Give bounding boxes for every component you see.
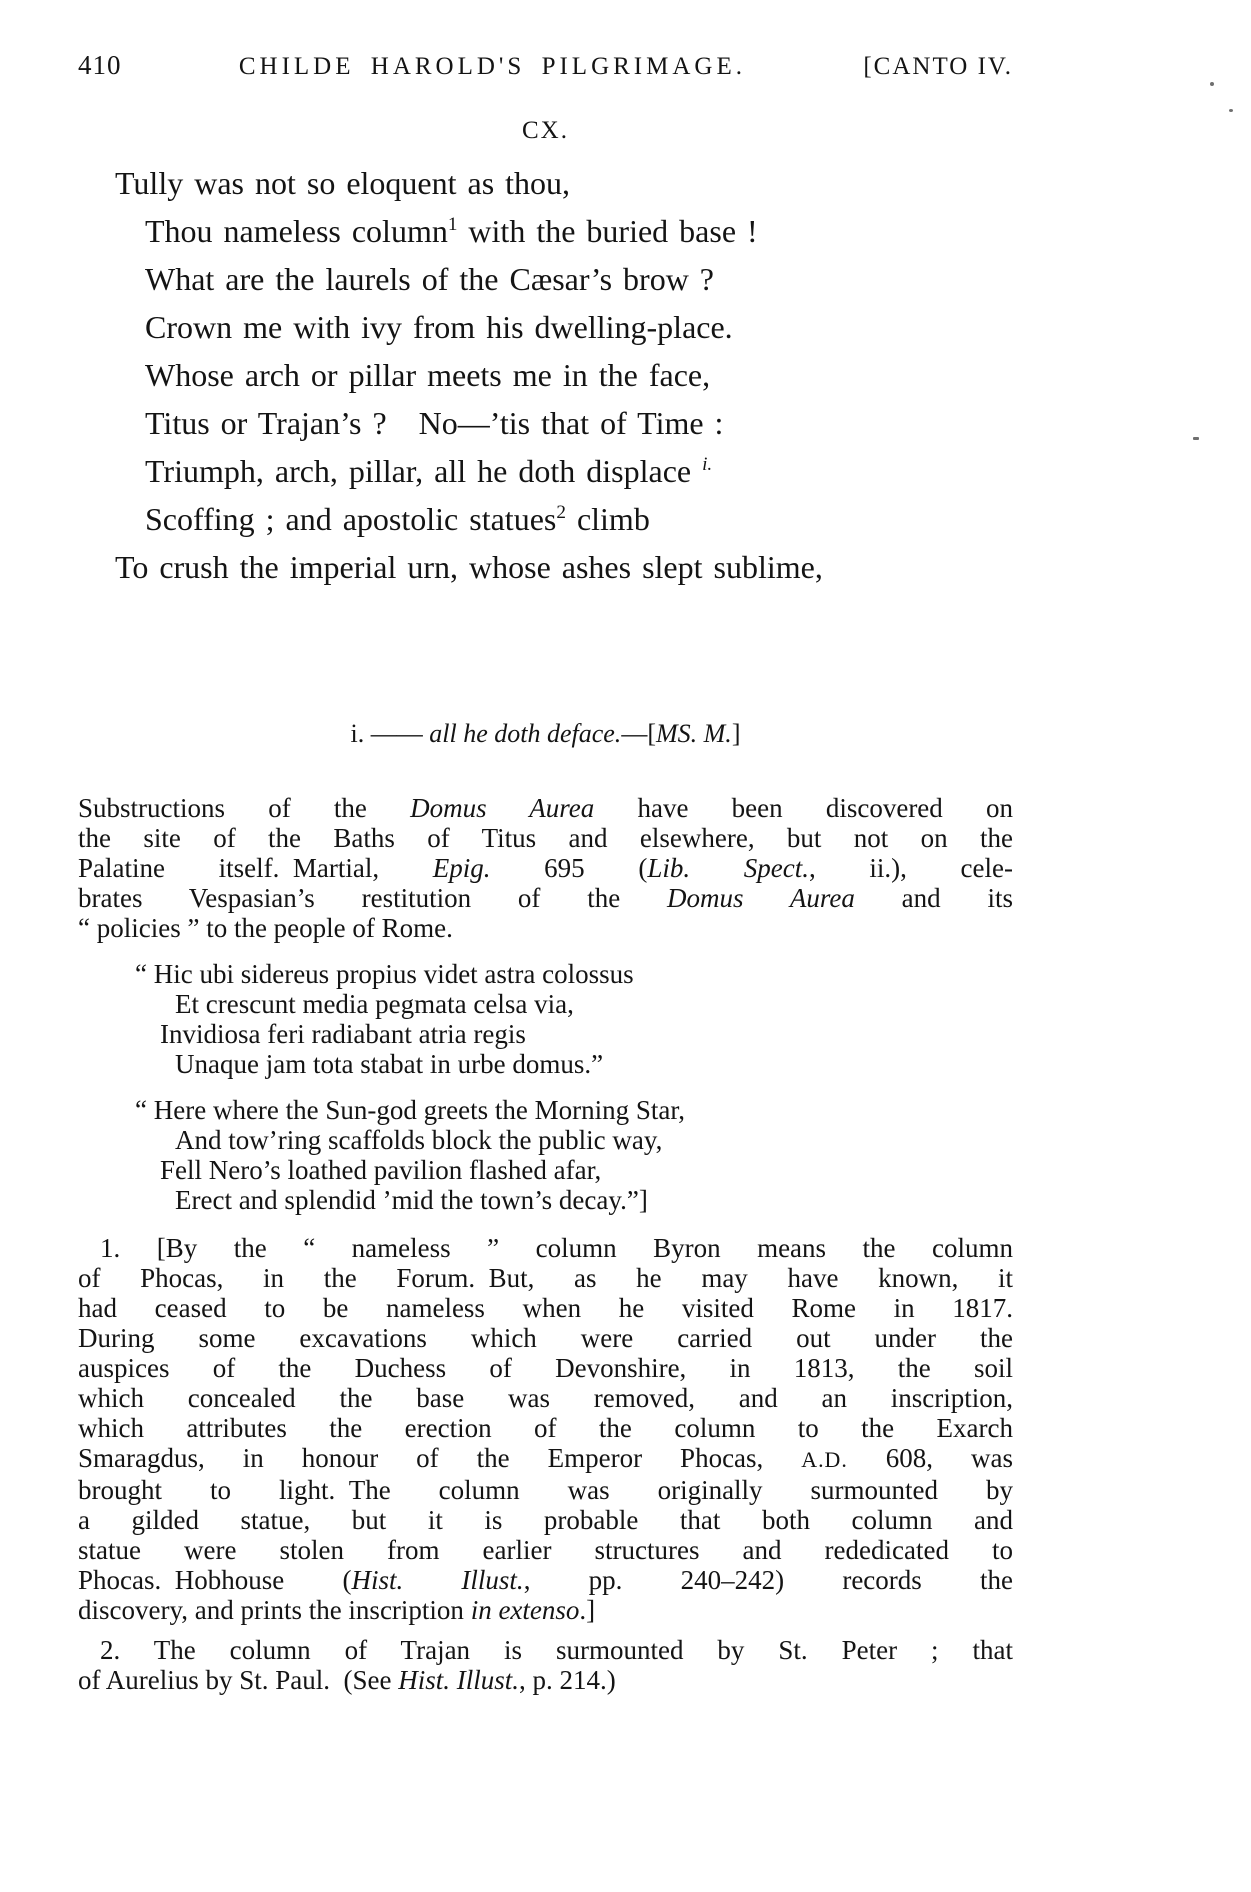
text-run: of Phocas, in the Forum. But, as he may have known, it bbox=[78, 1263, 1013, 1293]
text-run: all he doth deface. bbox=[429, 719, 622, 748]
editor-notes bbox=[78, 793, 1013, 1695]
text-line bbox=[78, 207, 1013, 255]
text-run: in extenso bbox=[470, 1595, 580, 1625]
text-line bbox=[78, 351, 1013, 399]
text-run: 1. [By the “ nameless ” column Byron means the column bbox=[100, 1233, 1013, 1263]
text-run: Lib. Spect. bbox=[647, 853, 809, 883]
text-line bbox=[78, 1155, 1013, 1185]
text-run: “ policies ” to the people of Rome. bbox=[78, 913, 453, 943]
text-run: which concealed the base was removed, and an inscription, bbox=[78, 1383, 1013, 1413]
text-line bbox=[78, 793, 1013, 823]
text-run: brates Vespasian’s restitution of the bbox=[78, 883, 668, 913]
text-run: During some excavations which were carried out under the bbox=[78, 1323, 1013, 1353]
text-line bbox=[78, 1125, 1013, 1155]
text-run: “ Here where the Sun-god greets the Morning Star, bbox=[135, 1095, 686, 1125]
text-line bbox=[78, 495, 1013, 543]
text-run: and its bbox=[854, 883, 1013, 913]
text-line bbox=[78, 447, 1013, 495]
text-run: had ceased to be nameless when he visited Rome in 1817. bbox=[78, 1293, 1013, 1323]
text-run: the site of the Baths of Titus and elsewhere, but not on the bbox=[78, 823, 1013, 853]
text-run: Erect and splendid ’mid the town’s decay.”] bbox=[175, 1185, 648, 1215]
text-line bbox=[78, 1049, 1013, 1079]
text-line bbox=[78, 303, 1013, 351]
stanza-poem bbox=[78, 159, 1013, 591]
text-line bbox=[78, 853, 1013, 883]
text-run: a gilded statue, but it is probable that both column and bbox=[78, 1505, 1013, 1535]
text-line bbox=[78, 989, 1013, 1019]
text-run: Whose arch or pillar meets me in the face, bbox=[145, 357, 711, 393]
text-run: with the buried base ! bbox=[457, 213, 758, 249]
text-line bbox=[78, 543, 1013, 591]
text-run: Phocas. Hobhouse ( bbox=[78, 1565, 352, 1595]
text-line bbox=[78, 1383, 1013, 1413]
text-line bbox=[78, 1353, 1013, 1383]
text-run: Unaque jam tota stabat in urbe domus.” bbox=[175, 1049, 604, 1079]
text-line bbox=[78, 1413, 1013, 1443]
text-line bbox=[78, 1443, 1013, 1475]
text-run: brought to light. The column was originally surmounted by bbox=[78, 1475, 1013, 1505]
text-run: Scoffing ; and apostolic statues bbox=[145, 501, 557, 537]
text-run: have been discovered on bbox=[594, 793, 1013, 823]
text-run: —[ bbox=[621, 719, 656, 748]
text-run: 1 bbox=[447, 214, 458, 235]
text-run: i. bbox=[350, 719, 371, 748]
text-line bbox=[78, 1475, 1013, 1505]
text-line bbox=[78, 159, 1013, 207]
text-line bbox=[78, 913, 1013, 943]
text-run: ] bbox=[731, 719, 741, 748]
text-run: discovery, and prints the inscription bbox=[78, 1595, 471, 1625]
text-column bbox=[78, 0, 1013, 1695]
text-line bbox=[78, 1505, 1013, 1535]
text-run: Hist. Illust. bbox=[398, 1665, 519, 1695]
text-run: .] bbox=[579, 1595, 596, 1625]
text-line bbox=[78, 1635, 1013, 1665]
text-line bbox=[78, 823, 1013, 853]
text-run: Domus Aurea bbox=[667, 883, 855, 913]
scan-speck bbox=[1210, 82, 1214, 86]
footnote-1 bbox=[78, 1233, 1013, 1625]
text-run: —— bbox=[370, 719, 430, 748]
text-line bbox=[78, 399, 1013, 447]
text-run: 2 bbox=[556, 502, 566, 523]
text-run: of Aurelius by St. Paul. (See bbox=[78, 1665, 399, 1695]
text-run: Substructions of the bbox=[78, 793, 411, 823]
text-run: 608, was bbox=[847, 1443, 1013, 1473]
text-line bbox=[78, 1565, 1013, 1595]
canto-label: [CANTO IV. bbox=[863, 53, 1013, 80]
text-line bbox=[78, 1095, 1013, 1125]
text-run: What are the laurels of the Cæsar’s brow ? bbox=[145, 261, 714, 297]
text-run: Triumph, arch, pillar, all he doth displace bbox=[145, 453, 703, 489]
text-run: To crush the imperial urn, whose ashes slept sublime, bbox=[115, 549, 823, 585]
text-run: Hist. Illust. bbox=[351, 1565, 524, 1595]
page-header bbox=[78, 50, 1013, 81]
text-run: , p. 214.) bbox=[519, 1665, 616, 1695]
text-line bbox=[78, 1185, 1013, 1215]
stanza-number: CX. bbox=[522, 117, 569, 144]
text-run: i. bbox=[702, 454, 713, 475]
text-run: climb bbox=[565, 501, 650, 537]
text-run: Crown me with ivy from his dwelling-place. bbox=[145, 309, 733, 345]
text-line bbox=[78, 1665, 1013, 1695]
text-line bbox=[78, 255, 1013, 303]
footnote-2 bbox=[78, 1635, 1013, 1695]
scan-speck bbox=[1229, 109, 1233, 112]
text-run: Palatine itself. Martial, bbox=[78, 853, 433, 883]
text-line bbox=[78, 1263, 1013, 1293]
page-number: 410 bbox=[78, 50, 122, 80]
latin-quote bbox=[78, 959, 1013, 1079]
text-line bbox=[78, 1535, 1013, 1565]
text-run: “ Hic ubi sidereus propius videt astra colossus bbox=[135, 959, 634, 989]
text-run: Et crescunt media pegmata celsa via, bbox=[175, 989, 574, 1019]
text-run: Domus Aurea bbox=[410, 793, 595, 823]
text-run: Smaragdus, in honour of the Emperor Phocas, bbox=[78, 1443, 802, 1473]
text-run: statue were stolen from earlier structures and rededicated to bbox=[78, 1535, 1013, 1565]
text-run: Thou nameless column bbox=[145, 213, 448, 249]
text-run: MS. M. bbox=[655, 719, 732, 748]
text-run: , pp. 240–242) records the bbox=[523, 1565, 1013, 1595]
english-quote bbox=[78, 1095, 1013, 1215]
text-run: Tully was not so eloquent as thou, bbox=[115, 165, 571, 201]
text-run: auspices of the Duchess of Devonshire, in 1813, the soil bbox=[78, 1353, 1013, 1383]
text-run: Epig. bbox=[432, 853, 491, 883]
text-line bbox=[78, 1595, 1013, 1625]
text-run: Fell Nero’s loathed pavilion flashed afar, bbox=[160, 1155, 602, 1185]
variant-footnote bbox=[78, 719, 1013, 749]
text-run: , ii.), cele- bbox=[808, 853, 1013, 883]
text-line bbox=[78, 1323, 1013, 1353]
scan-speck bbox=[1193, 437, 1199, 440]
text-line bbox=[78, 1233, 1013, 1263]
text-line bbox=[78, 959, 1013, 989]
text-run: A.D. bbox=[801, 1448, 848, 1472]
running-title: CHILDE HAROLD'S PILGRIMAGE. bbox=[238, 53, 746, 80]
text-run: Invidiosa feri radiabant atria regis bbox=[160, 1019, 526, 1049]
text-run: And tow’ring scaffolds block the public way, bbox=[175, 1125, 663, 1155]
text-line bbox=[78, 883, 1013, 913]
text-line bbox=[78, 1293, 1013, 1323]
text-run: 695 ( bbox=[490, 853, 648, 883]
text-run: which attributes the erection of the column to the Exarch bbox=[78, 1413, 1013, 1443]
text-run: 2. The column of Trajan is surmounted by St. Peter ; that bbox=[100, 1635, 1013, 1665]
text-run: Titus or Trajan’s ? No—’tis that of Time : bbox=[145, 405, 724, 441]
text-line bbox=[78, 1019, 1013, 1049]
note-intro-paragraph bbox=[78, 793, 1013, 943]
